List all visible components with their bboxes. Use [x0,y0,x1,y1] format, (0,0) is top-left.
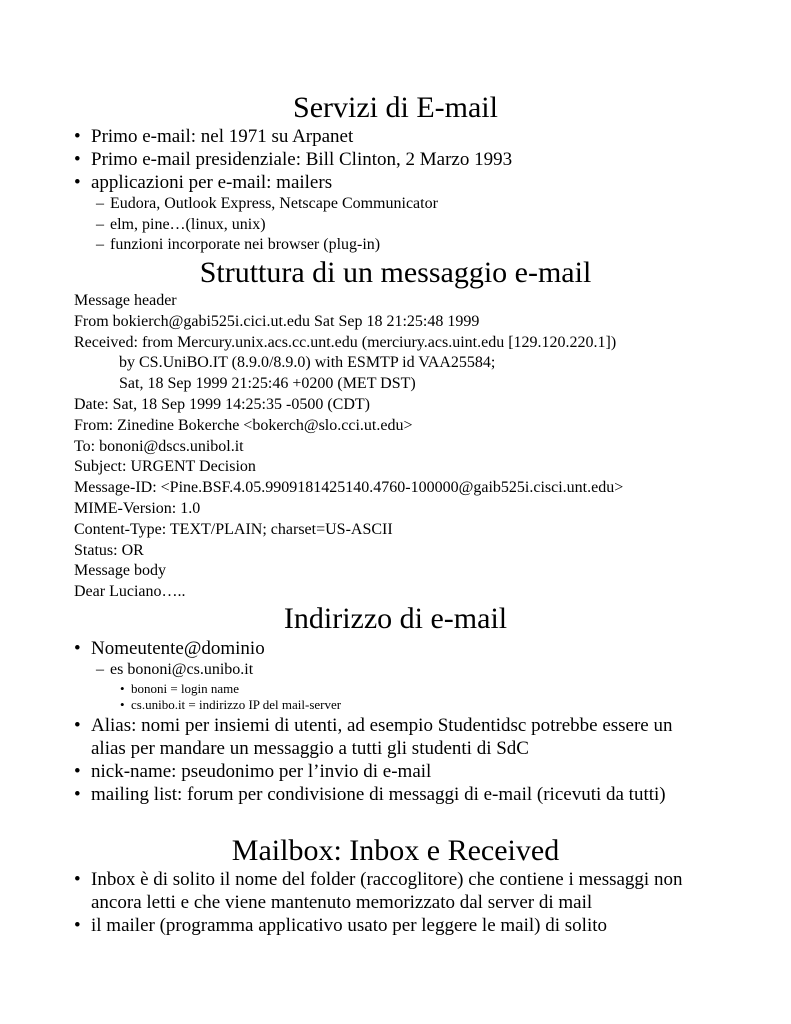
section-struttura-messaggio [0,256,791,603]
sub-bullet-text: elm, pine…(linux, unix) [110,215,266,233]
sub-sub-bullet-text: bononi = login name [131,680,240,696]
header-line: Message header [74,292,177,309]
sub-sub-bullet-text: cs.unibo.it = indirizzo IP del mail-server [131,697,342,712]
header-line: Message-ID: <Pine.BSF.4.05.9909181425140.4760-100000@gaib525i.cisci.unt.edu> [74,479,624,497]
bullet-text: Primo e-mail presidenziale: Bill Clinton, 2 Marzo 1993 [91,149,513,170]
bullet-dot: • [74,783,81,805]
bullet-text: Inbox è di solito il nome del folder (raccoglitore) che contiene i messaggi non ancora letti e che viene mantenuto memorizzato dal server di mail [91,869,683,913]
bullet-dot: • [74,638,81,659]
section-servizi-email [0,91,791,256]
bullet-text: nick-name: pseudonimo per l’invio di e-mail [91,760,432,782]
header-line: Subject: URGENT Decision [74,458,256,476]
sub-sub-bullet-item [0,681,791,698]
bullet-text: mailing list: forum per condivisione di messaggi di e-mail (ricevuti da tutti) [91,783,666,805]
sub-bullet-item [0,235,791,256]
bullet-item [0,760,791,783]
bullet-dot: • [74,172,81,193]
bullet-dot: • [74,714,81,736]
header-line: MIME-Version: 1.0 [74,499,201,517]
header-line-continued: by CS.UniBO.IT (8.9.0/8.9.0) with ESMTP id VAA25584; [119,354,496,372]
bullet-item [0,125,791,148]
bullet-text: applicazioni per e-mail: mailers [91,172,333,193]
dash-bullet: – [96,661,104,678]
header-line: Date: Sat, 18 Sep 1999 14:25:35 -0500 (CDT) [74,395,370,413]
section-title: Servizi di E-mail [293,91,498,124]
bullet-text: il mailer (programma applicativo usato per leggere le mail) di solito [91,915,607,936]
section-indirizzo-email [0,602,791,806]
bullet-item [0,868,711,914]
sub-bullet-text: funzioni incorporate nei browser (plug-in) [110,236,381,253]
bullet-dot: • [74,149,81,170]
bullet-item [0,714,711,760]
bullet-item [0,171,791,194]
sub-bullet-text: Eudora, Outlook Express, Netscape Communicator [110,195,438,212]
section-title: Mailbox: Inbox e Received [231,834,560,867]
bullet-item [0,914,791,937]
bullet-dot: • [120,680,125,696]
header-line: Status: OR [74,541,144,559]
bullet-text: Alias: nomi per insiemi di utenti, ad esempio Studentidsc potrebbe essere un alias per mandare un messaggio a tutti gli studenti di SdC [91,714,673,759]
sub-bullet-item [0,660,791,681]
bullet-item [0,148,791,171]
sub-bullet-item [0,194,791,215]
header-line: Message body [74,562,166,580]
sub-bullet-item [0,215,791,236]
bullet-text: Nomeutente@dominio [91,638,265,659]
bullet-text: Primo e-mail: nel 1971 su Arpanet [91,126,354,147]
dash-bullet: – [96,215,104,233]
sub-sub-bullet-item [0,697,791,714]
bullet-dot: • [120,697,125,712]
header-line: From bokierch@gabi525i.cici.ut.edu Sat Sep 18 21:25:48 1999 [74,312,480,330]
header-line: Content-Type: TEXT/PLAIN; charset=US-ASCII [74,520,393,538]
bullet-dot: • [74,126,81,147]
header-line-continued: Sat, 18 Sep 1999 21:25:46 +0200 (MET DST) [119,375,416,393]
bullet-item [0,783,791,806]
section-title: Struttura di un messaggio e-mail [199,256,592,289]
bullet-dot: • [74,760,81,782]
dash-bullet: – [96,195,104,212]
bullet-dot: • [74,915,81,936]
dash-bullet: – [96,236,104,253]
header-line: Dear Luciano….. [74,583,186,601]
header-line: To: bononi@dscs.unibol.it [74,437,244,455]
sub-bullet-text: es bononi@cs.unibo.it [110,661,254,678]
section-mailbox [0,834,791,937]
bullet-dot: • [74,869,81,890]
header-line: From: Zinedine Bokerche <bokerch@slo.cci.ut.edu> [74,416,413,434]
header-line: Received: from Mercury.unix.acs.cc.unt.edu (merciury.acs.uint.edu [129.120.220.1]) [74,333,617,351]
section-title: Indirizzo di e-mail [283,602,508,635]
bullet-item [0,637,791,660]
